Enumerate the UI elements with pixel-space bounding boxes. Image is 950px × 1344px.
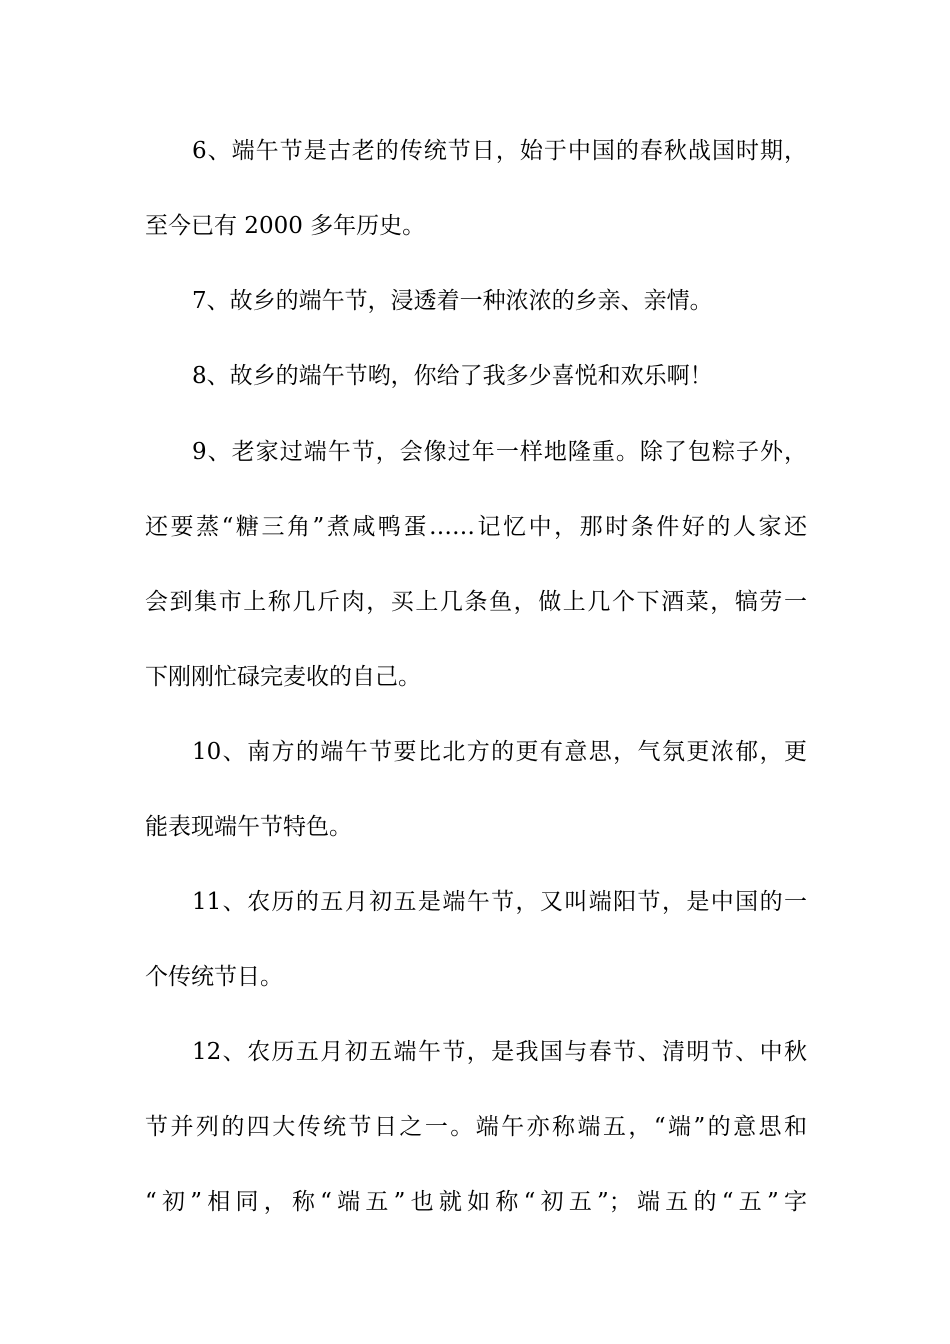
text-line: 10、南方的端午节要比北方的更有意思，气氛更浓郁，更 — [192, 739, 807, 765]
text-line: 9、老家过端午节，会像过年一样地隆重。除了包粽子外， — [192, 439, 807, 465]
text-line: 至今已有 2000 多年历史。 — [145, 213, 426, 239]
text-line: 12、农历五月初五端午节，是我国与春节、清明节、中秋 — [192, 1039, 807, 1065]
text-line: 还要蒸“糖三角”煮咸鸭蛋……记忆中，那时条件好的人家还 — [145, 514, 807, 540]
text-line: 6、端午节是古老的传统节日，始于中国的春秋战国时期， — [192, 138, 807, 164]
text-line: 下刚刚忙碌完麦收的自己。 — [145, 664, 421, 690]
text-line: 11、农历的五月初五是端午节，又叫端阳节，是中国的一 — [192, 889, 807, 915]
text-line: “初”相同，称“端五”也就如称“初五”；端五的“五”字 — [145, 1189, 807, 1215]
text-line: 个传统节日。 — [145, 964, 283, 990]
text-line: 8、故乡的端午节哟，你给了我多少喜悦和欢乐啊！ — [192, 363, 713, 389]
text-line: 能表现端午节特色。 — [145, 814, 352, 840]
text-line: 会到集市上称几斤肉，买上几条鱼，做上几个下酒菜，犒劳一 — [145, 589, 807, 615]
text-line: 节并列的四大传统节日之一。端午亦称端五，“端”的意思和 — [145, 1114, 807, 1140]
text-line: 7、故乡的端午节，浸透着一种浓浓的乡亲、亲情。 — [192, 288, 713, 314]
